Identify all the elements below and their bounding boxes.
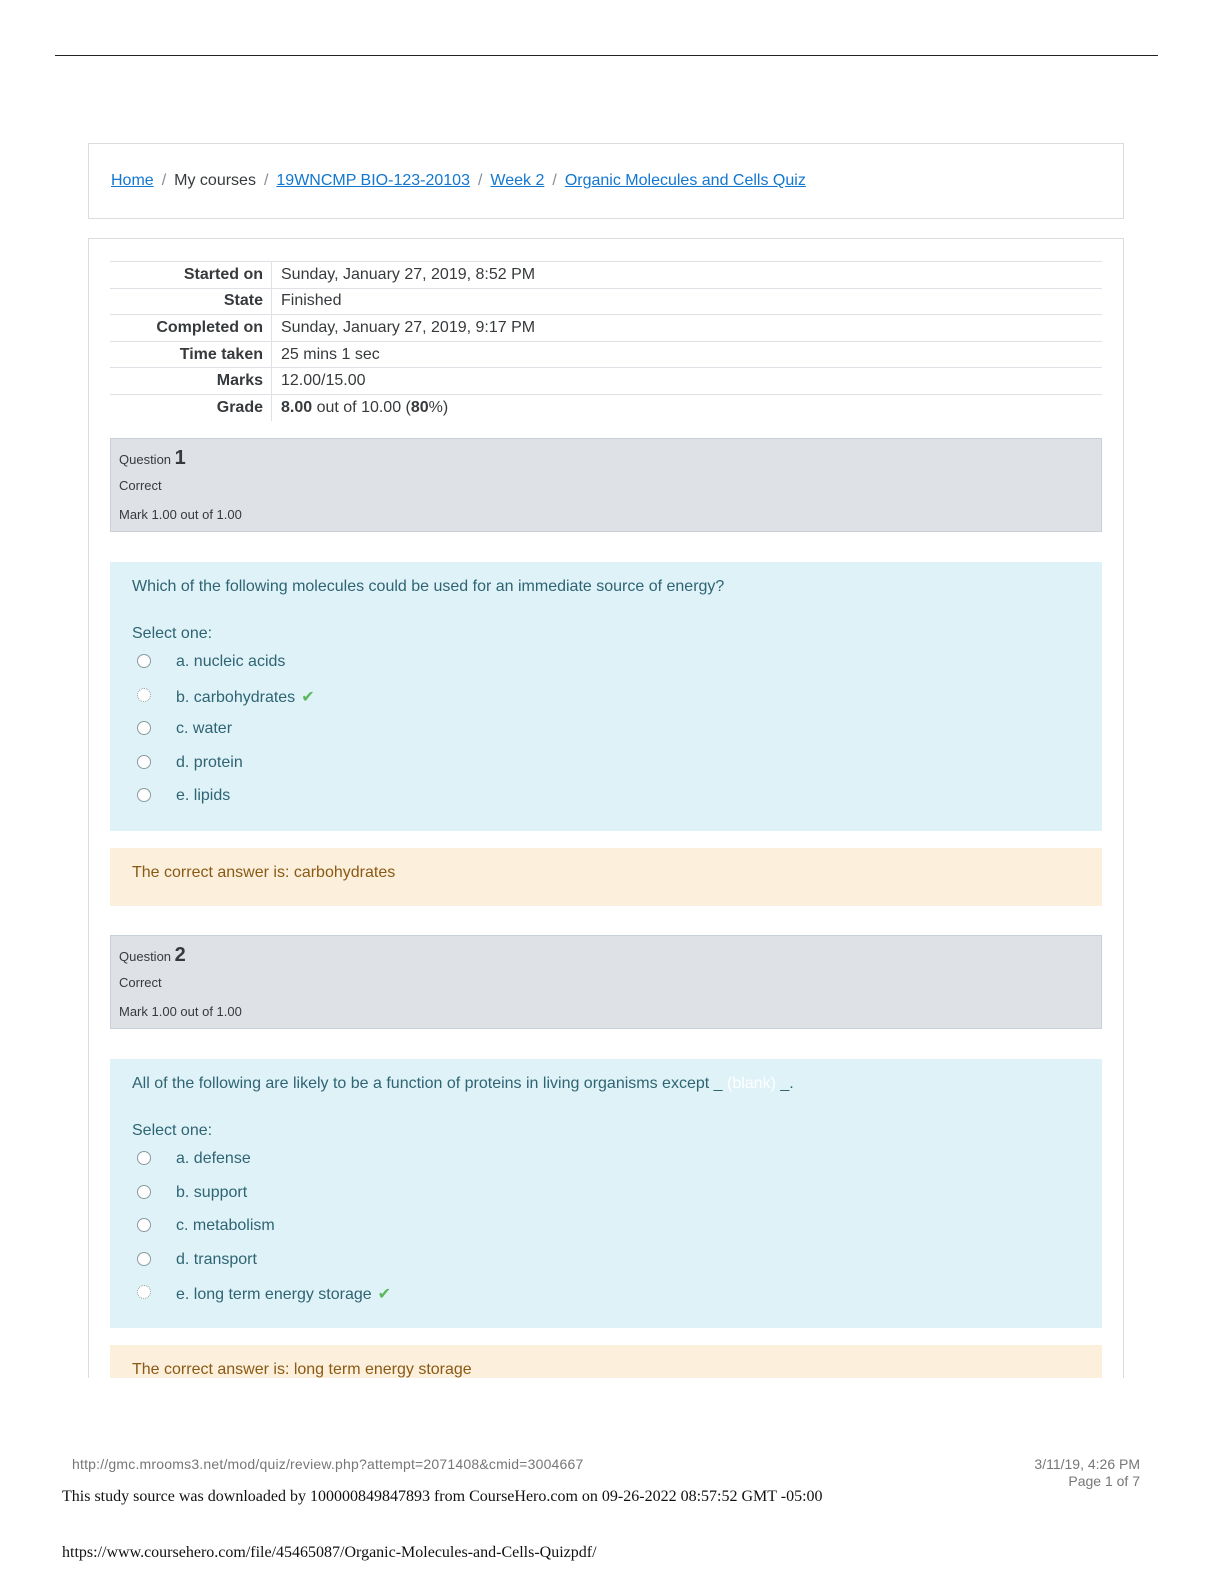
summary-row-grade [110,394,1102,421]
select-one-prompt: Select one: [132,1122,213,1139]
summary-row-time-taken [110,341,1102,368]
question-number-value: 2 [174,944,186,966]
grade-text-end: %) [428,399,449,417]
summary-label: Marks [110,368,272,395]
breadcrumb-separator: / [161,172,167,189]
answer-label [176,687,315,707]
answer-label: b. support [176,1184,248,1201]
summary-value: Finished [281,292,342,310]
summary-label: Grade [110,394,272,421]
radio-button[interactable] [137,788,151,802]
summary-value: 12.00/15.00 [281,372,366,390]
summary-value: 25 mins 1 sec [281,345,380,363]
question-text-before: All of the following are likely to be a function of proteins in living organisms except _ [132,1075,723,1092]
question-number-value: 1 [174,447,186,469]
summary-row-state [110,288,1102,315]
answer-label: a. nucleic acids [176,653,286,670]
top-rule [55,55,1158,56]
select-one-prompt: Select one: [132,625,213,642]
question-state: Correct [119,478,162,493]
breadcrumb-week-link[interactable]: Week 2 [490,172,545,189]
answer-label-text: b. carbohydrates [176,689,296,706]
summary-label: Started on [110,262,272,289]
question-1-info [110,438,1102,532]
summary-row-started [110,262,1102,289]
question-2-info [110,935,1102,1029]
page-cut-mask [0,1378,1224,1458]
summary-grade-value [272,394,1103,421]
breadcrumb-course-link[interactable]: 19WNCMP BIO-123-20103 [276,172,470,189]
radio-button[interactable] [137,1218,151,1232]
breadcrumb-separator: / [477,172,483,189]
radio-button[interactable] [137,654,151,668]
answer-label: e. lipids [176,787,231,804]
page-number: Page 1 of 7 [1068,1473,1140,1489]
question-2-formulation [110,1059,1102,1328]
radio-button[interactable] [137,755,151,769]
breadcrumb-home-link[interactable]: Home [111,172,154,189]
question-mark: Mark 1.00 out of 1.00 [119,507,242,522]
answer-label: c. water [176,720,233,737]
summary-value: Sunday, January 27, 2019, 8:52 PM [281,265,536,283]
blank-placeholder: (blank) [722,1075,781,1092]
answer-label-text: e. long term energy storage [176,1286,372,1303]
breadcrumb-separator: / [263,172,269,189]
summary-label: Completed on [110,315,272,342]
summary-label: Time taken [110,341,272,368]
grade-percent: 80 [410,399,429,417]
breadcrumb-container [88,143,1124,219]
answer-label: a. defense [176,1150,251,1167]
radio-button[interactable] [137,1285,151,1299]
breadcrumb-quiz-link[interactable]: Organic Molecules and Cells Quiz [564,172,806,189]
correct-answer-text: The correct answer is: carbohydrates [132,864,396,881]
question-mark: Mark 1.00 out of 1.00 [119,1004,242,1019]
question-1-formulation [110,562,1102,831]
question-text: Which of the following molecules could be used for an immediate source of energy? [132,578,725,595]
question-text-after: _. [780,1075,794,1092]
question-number [119,447,186,470]
correct-answer-text: The correct answer is: long term energy storage [132,1361,472,1378]
check-icon: ✔ [301,689,315,706]
breadcrumb-separator: / [552,172,557,189]
summary-row-marks [110,368,1102,395]
radio-button[interactable] [137,1252,151,1266]
attempt-summary-table [110,261,1102,421]
question-state: Correct [119,975,162,990]
check-icon: ✔ [377,1286,392,1303]
radio-button[interactable] [137,1151,151,1165]
answer-label: d. transport [176,1251,257,1268]
radio-button[interactable] [137,1185,151,1199]
summary-label: State [110,288,272,315]
answer-label [176,1284,391,1304]
question-prefix: Question [119,949,172,964]
question-prefix: Question [119,452,172,467]
question-text [132,1075,794,1093]
answer-label: d. protein [176,754,243,771]
question-number [119,944,186,967]
print-footer-url: http://gmc.mrooms3.net/mod/quiz/review.php?attempt=2071408&cmid=3004667 [72,1456,584,1472]
grade-text: out of 10.00 ( [312,399,411,417]
answer-label: c. metabolism [176,1217,275,1234]
grade-score: 8.00 [281,399,313,417]
summary-value: Sunday, January 27, 2019, 9:17 PM [281,318,536,336]
print-footer-date [1034,1456,1140,1490]
source-url: https://www.coursehero.com/file/45465087/Organic-Molecules-and-Cells-Quizpdf/ [62,1544,597,1561]
summary-row-completed [110,315,1102,342]
download-notice: This study source was downloaded by 100000849847893 from CourseHero.com on 09-26-2022 08:57:52 GMT -05:00 [62,1488,823,1505]
breadcrumb [111,172,806,190]
breadcrumb-my-courses: My courses [174,172,256,189]
print-datetime: 3/11/19, 4:26 PM [1034,1456,1140,1472]
radio-button[interactable] [137,688,151,702]
radio-button[interactable] [137,721,151,735]
question-1-correct-answer [110,848,1102,906]
